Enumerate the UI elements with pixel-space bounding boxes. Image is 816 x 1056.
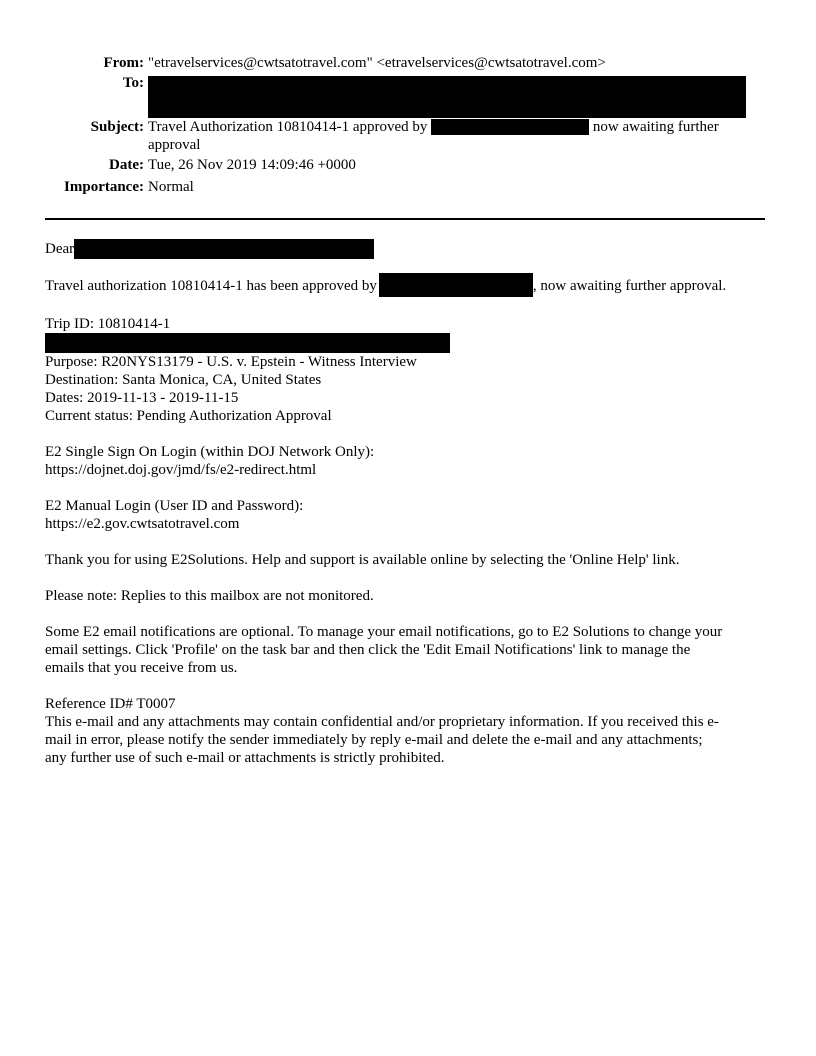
redaction-block: [148, 76, 746, 118]
traveler-redacted: [45, 333, 773, 353]
redaction-block: [431, 119, 589, 135]
disclaimer-line-2: mail in error, please notify the sender immediately by reply e-mail and delete the e-mail and any attachments;: [45, 732, 703, 748]
footer: [45, 695, 773, 767]
manual-label: E2 Manual Login (User ID and Password):: [45, 498, 304, 514]
to-value: [148, 74, 748, 118]
sso-url[interactable]: https://dojnet.doj.gov/jmd/fs/e2-redirect.html: [45, 462, 317, 478]
trip-purpose: Purpose: R20NYS13179 - U.S. v. Epstein - Witness Interview: [45, 354, 417, 370]
manual-login: [45, 497, 773, 533]
subject-row: [0, 118, 816, 156]
date-value: Tue, 26 Nov 2019 14:09:46 +0000: [148, 157, 356, 173]
importance-row: [0, 178, 816, 198]
optional-line-1: Some E2 email notifications are optional. To manage your email notifications, go to E2 Solutions to change your: [45, 624, 723, 640]
subject-label: Subject:: [90, 119, 144, 135]
greeting: [45, 240, 773, 259]
trip-dates: Dates: 2019-11-13 - 2019-11-15: [45, 390, 239, 406]
reference-id: Reference ID# T0007: [45, 696, 176, 712]
optional-line-2: email settings. Click 'Profile' on the task bar and then click the 'Edit Email Notifications' link to manage the: [45, 642, 691, 658]
trip-details: [45, 315, 773, 425]
from-row: [0, 54, 816, 74]
to-label: To:: [122, 75, 144, 91]
subject-line2: approval: [148, 137, 201, 153]
redaction-block: [74, 239, 374, 259]
optional-line-3: emails that you receive from us.: [45, 660, 238, 676]
thanks-text: Thank you for using E2Solutions. Help and support is available online by selecting the 'Online Help' link.: [45, 552, 680, 568]
date-row: [0, 156, 816, 178]
importance-label: Importance:: [64, 179, 144, 195]
trip-status: Current status: Pending Authorization Approval: [45, 408, 332, 424]
greeting-text: Dear: [45, 241, 75, 257]
approval-suffix: , now awaiting further approval.: [532, 278, 727, 294]
redaction-block: [379, 273, 533, 297]
trip-destination: Destination: Santa Monica, CA, United States: [45, 372, 322, 388]
optional-notifications: [45, 623, 773, 677]
manual-url[interactable]: https://e2.gov.cwtsatotravel.com: [45, 516, 240, 532]
sso-label: E2 Single Sign On Login (within DOJ Network Only):: [45, 444, 375, 460]
sso-login: [45, 443, 773, 479]
trip-id: Trip ID: 10810414-1: [45, 316, 171, 332]
subject-suffix: now awaiting further: [592, 119, 719, 135]
email-body: [45, 240, 773, 785]
disclaimer-line-3: any further use of such e-mail or attachments is strictly prohibited.: [45, 750, 445, 766]
from-label: From:: [103, 55, 144, 71]
subject-prefix: Travel Authorization 10810414-1 approved by: [148, 119, 428, 135]
redaction-block: [45, 333, 450, 353]
approval-prefix: Travel authorization 10810414-1 has been approved by: [45, 278, 377, 294]
date-label: Date:: [109, 157, 144, 173]
importance-value: Normal: [148, 179, 194, 195]
approval-line: [45, 277, 773, 297]
from-value: "etravelservices@cwtsatotravel.com" <etravelservices@cwtsatotravel.com>: [148, 55, 606, 71]
email-header: [0, 54, 816, 198]
note-text: Please note: Replies to this mailbox are not monitored.: [45, 588, 374, 604]
disclaimer-line-1: This e-mail and any attachments may contain confidential and/or proprietary information. If you received this e-: [45, 714, 719, 730]
subject-value: [148, 118, 748, 154]
to-row: [0, 74, 816, 116]
header-divider: [45, 218, 765, 220]
